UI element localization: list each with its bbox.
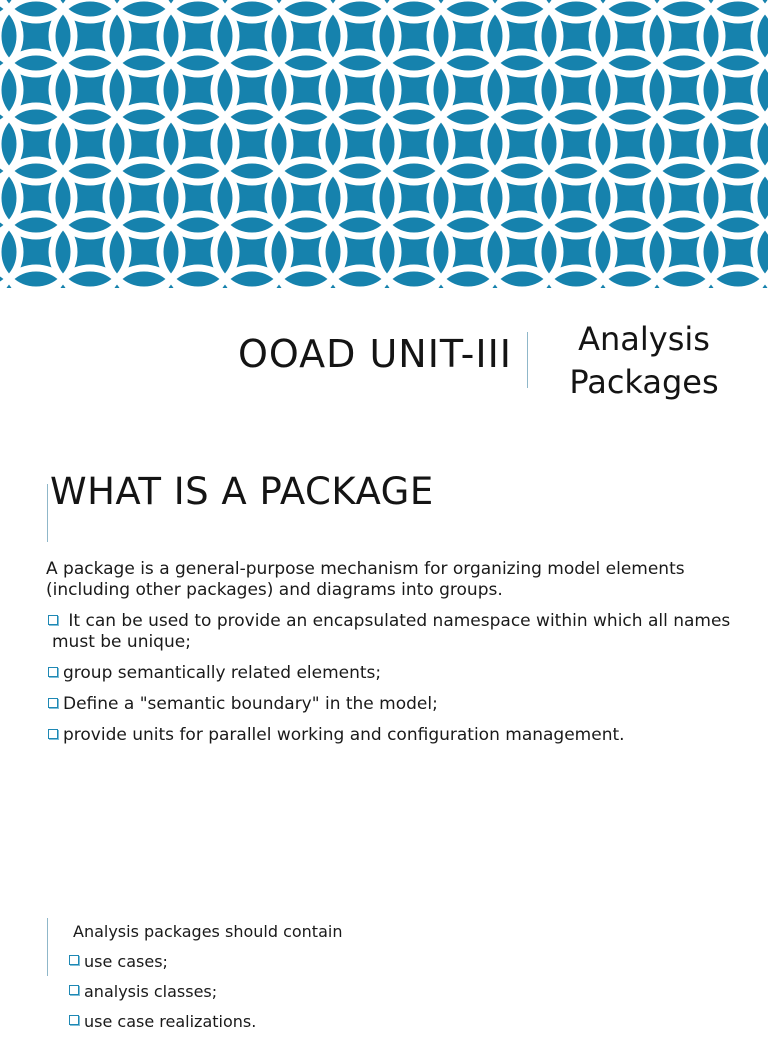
analysis-packages-content [73,922,673,1042]
bullet-text: analysis classes; [84,982,218,1001]
bullet-text: provide units for parallel working and configuration management. [63,725,625,745]
content-accent-bar [47,918,48,976]
title-divider [527,332,528,388]
list-item [46,611,746,653]
checkbox-bullet-icon [48,698,58,708]
contents-intro: Analysis packages should contain [73,922,343,941]
bullet-text: It can be used to provide an encapsulated namespace within which all names must be unique; [52,611,731,652]
checkbox-bullet-icon [48,615,58,625]
list-item [73,982,673,1002]
bullet-text: Define a "semantic boundary" in the model; [63,694,438,714]
checkbox-bullet-icon [48,667,58,677]
list-item [73,1012,673,1032]
slide-heading: WHAT IS A PACKAGE [50,470,434,513]
slide-body [46,559,746,756]
checkbox-bullet-icon [48,729,58,739]
presentation-title: OOAD UNIT-III [238,332,512,376]
checkbox-bullet-icon [69,955,79,965]
list-item [73,952,673,972]
bullet-text: group semantically related elements; [63,663,382,683]
bullet-text: use cases; [84,952,168,971]
checkbox-bullet-icon [69,985,79,995]
list-item [46,725,746,746]
presentation-subtitle [556,318,732,404]
list-item [46,663,746,684]
package-definition: A package is a general-purpose mechanism for organizing model elements (including other packages) and diagrams into groups. [46,559,685,600]
decorative-banner [0,0,768,288]
list-item [46,694,746,715]
subtitle-line-2: Packages [569,363,719,401]
bullet-text: use case realizations. [84,1012,257,1031]
subtitle-line-1: Analysis [578,320,710,358]
heading-accent-bar [47,484,48,542]
